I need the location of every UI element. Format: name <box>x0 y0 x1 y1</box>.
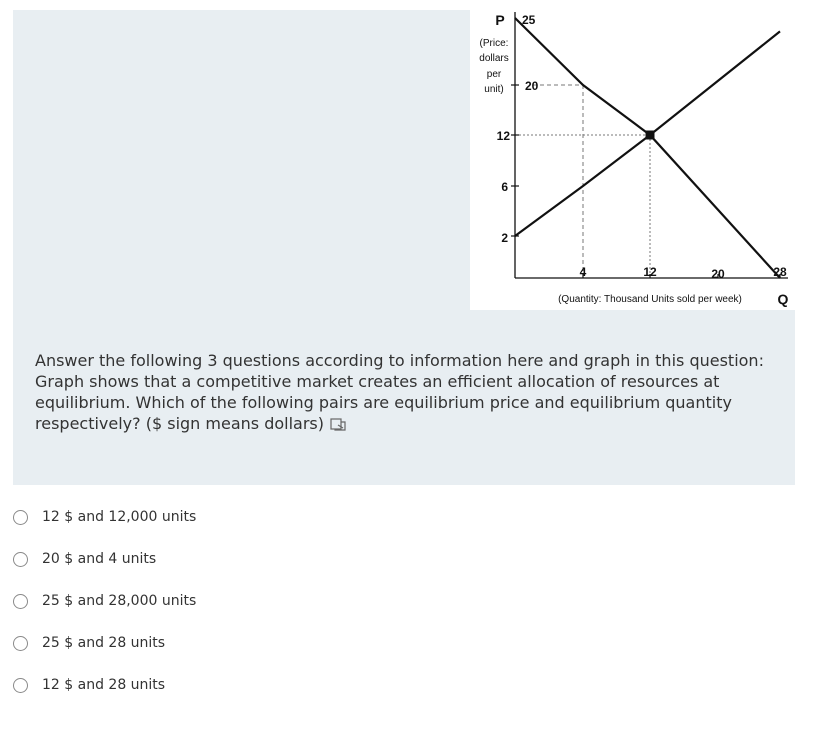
question-line <box>35 413 775 434</box>
radio-button[interactable] <box>13 594 28 609</box>
price-tick-label: 12 <box>496 129 510 143</box>
question-line: equilibrium. Which of the following pairs are equilibrium price and equilibrium quantity <box>35 393 732 412</box>
radio-button[interactable] <box>13 678 28 693</box>
option-5[interactable] <box>13 673 313 697</box>
question-text <box>35 350 775 434</box>
radio-button[interactable] <box>13 636 28 651</box>
option-3[interactable] <box>13 589 313 613</box>
price-axis-label: per <box>486 69 502 80</box>
price-tick-label: 2 <box>501 231 508 245</box>
radio-button[interactable] <box>13 510 28 525</box>
option-label: 20 $ and 4 units <box>42 551 157 567</box>
p-axis-symbol: P <box>495 12 505 28</box>
demand-line <box>515 18 780 278</box>
option-2[interactable] <box>13 547 313 571</box>
price-axis-label: (Price: <box>479 38 509 49</box>
quantity-tick-label: 28 <box>773 265 787 279</box>
equilibrium-point <box>646 131 655 140</box>
price-axis-label: unit) <box>484 84 504 95</box>
q-axis-symbol: Q <box>777 291 789 307</box>
option-1[interactable] <box>13 505 313 529</box>
question-line: Graph shows that a competitive market creates an efficient allocation of resources at <box>35 372 720 391</box>
radio-button[interactable] <box>13 552 28 567</box>
option-label: 25 $ and 28 units <box>42 635 166 651</box>
quantity-tick-label: 12 <box>643 265 657 279</box>
quantity-tick-label: 20 <box>711 267 725 281</box>
question-line-text: respectively? ($ sign means dollars) <box>35 414 324 433</box>
price-tick-label: 6 <box>501 180 508 194</box>
quantity-tick-label: 4 <box>579 265 587 279</box>
quantity-axis-label: (Quantity: Thousand Units sold per week) <box>558 294 742 305</box>
option-4[interactable] <box>13 631 313 655</box>
question-line: Answer the following 3 questions according to information here and graph in this question: <box>35 351 764 370</box>
supply-demand-graph <box>470 10 795 310</box>
option-label: 12 $ and 28 units <box>42 677 166 693</box>
option-label: 12 $ and 12,000 units <box>42 509 197 525</box>
price-axis-label: dollars <box>479 53 509 64</box>
option-label: 25 $ and 28,000 units <box>42 593 197 609</box>
price-tick-label: 25 <box>522 13 536 27</box>
immersive-reader-icon[interactable] <box>330 415 346 429</box>
price-tick-label: 20 <box>525 79 539 93</box>
